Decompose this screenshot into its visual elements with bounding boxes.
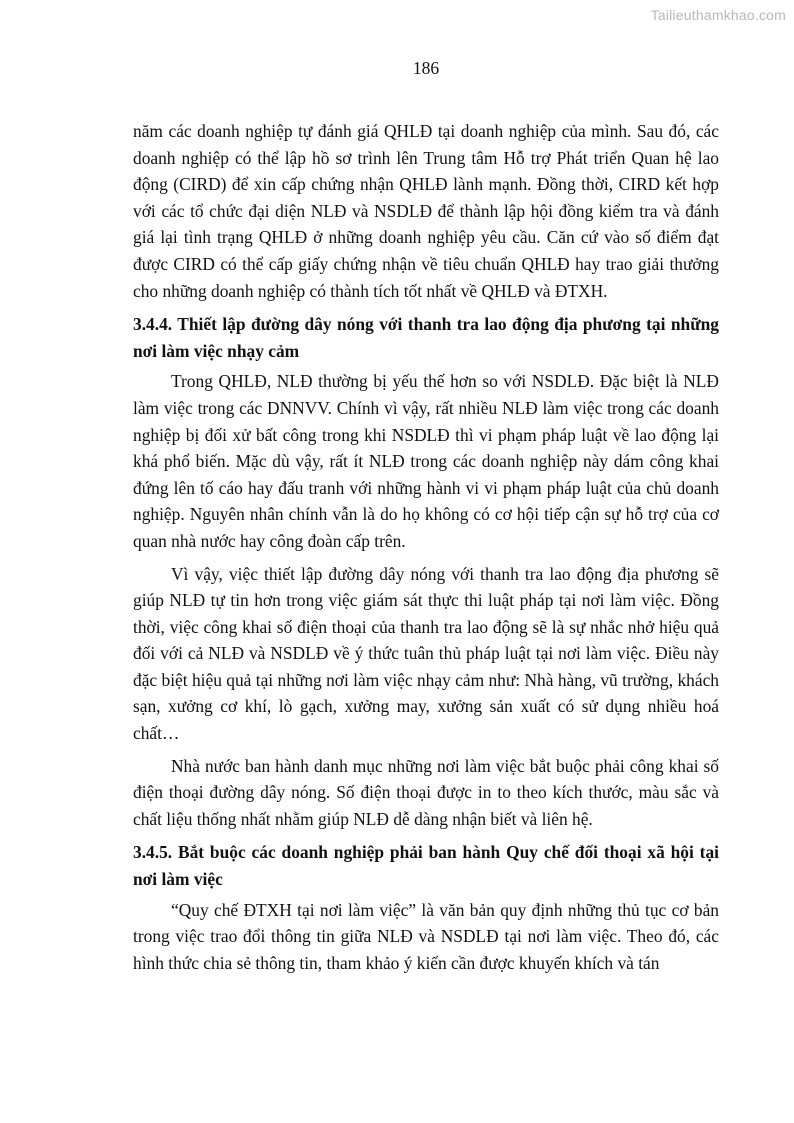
section-heading-3-4-5: 3.4.5. Bắt buộc các doanh nghiệp phải ban hành Quy chế đối thoại xã hội tại nơi làm việc [133, 842, 719, 890]
paragraph: Trong QHLĐ, NLĐ thường bị yếu thế hơn so với NSDLĐ. Đặc biệt là NLĐ làm việc trong các DNNVV. Chính vì vậy, rất nhiều NLĐ làm việc trong các doanh nghiệp bị đối xử bất công trong khi NSDLĐ thì vi phạm pháp luật về lao động lại khá phổ biến. Mặc dù vậy, rất ít NLĐ trong các doanh nghiệp này dám công khai đứng lên tố cáo hay đấu tranh với những hành vi vi phạm pháp luật của chủ doanh nghiệp. Nguyên nhân chính vẫn là do họ không có cơ hội tiếp cận sự hỗ trợ của cơ quan nhà nước hay công đoàn cấp trên. [133, 371, 719, 551]
paragraph: Vì vậy, việc thiết lập đường dây nóng với thanh tra lao động địa phương sẽ giúp NLĐ tự tin hơn trong việc giám sát thực thi luật pháp tại nơi làm việc. Đồng thời, việc công khai số điện thoại của thanh tra lao động sẽ là sự nhắc nhở hiệu quả đối với cả NLĐ và NSDLĐ về ý thức tuân thủ pháp luật tại nơi làm việc. Điều này đặc biệt hiệu quả tại những nơi làm việc nhạy cảm như: Nhà hàng, vũ trường, khách sạn, xưởng cơ khí, lò gạch, xưởng may, xưởng sản xuất có sử dụng nhiều hoá chất… [133, 563, 719, 744]
section-heading-3-4-4: 3.4.4. Thiết lập đường dây nóng với thanh tra lao động địa phương tại những nơi làm việc nhạy cảm [133, 314, 719, 361]
watermark: Tailieuthamkhao.com [650, 7, 786, 23]
paragraph: “Quy chế ĐTXH tại nơi làm việc” là văn bản quy định những thủ tục cơ bản trong việc trao đổi thông tin giữa NLĐ và NSDLĐ tại nơi làm việc. Theo đó, các hình thức chia sẻ thông tin, tham khảo ý kiến cần được khuyến khích và tán [133, 899, 719, 973]
paragraph: Nhà nước ban hành danh mục những nơi làm việc bắt buộc phải công khai số điện thoại đường dây nóng. Số điện thoại được in to theo kích thước, màu sắc và chất liệu thống nhất nhằm giúp NLĐ dễ dàng nhận biết và liên hệ. [133, 755, 719, 829]
document-body [133, 118, 719, 976]
page-number: 186 [412, 58, 440, 78]
paragraph-continuation: năm các doanh nghiệp tự đánh giá QHLĐ tại doanh nghiệp của mình. Sau đó, các doanh nghiệp có thể lập hồ sơ trình lên Trung tâm Hỗ trợ Phát triển Quan hệ lao động (CIRD) để xin cấp chứng nhận QHLĐ lành mạnh. Đồng thời, CIRD kết hợp với các tổ chức đại diện NLĐ và NSDLĐ để thành lập hội đồng kiểm tra và đánh giá lại tình trạng QHLĐ ở những doanh nghiệp yêu cầu. Căn cứ vào số điểm đạt được CIRD có thể cấp giấy chứng nhận về tiêu chuẩn QHLĐ hay trao giải thưởng cho những doanh nghiệp có thành tích tốt nhất về QHLĐ và ĐTXH. [133, 121, 719, 301]
